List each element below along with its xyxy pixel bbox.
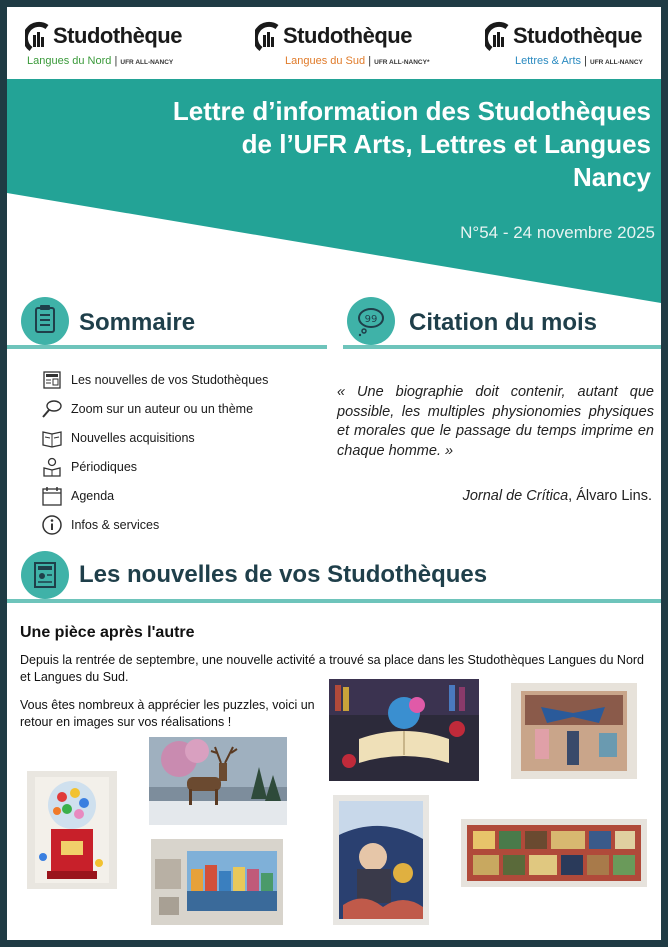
header-logos: Studothèque Langues du Nord | UFR ALL-NANCY Studothèque Langues du Sud | UFR ALL-NANCY* Studothèque Lettres & Arts | UFR ALL-NANCY: [27, 23, 643, 67]
reader-icon: [41, 456, 63, 478]
sommaire-item-agenda[interactable]: Agenda: [41, 485, 311, 514]
open-book-puzzle: [329, 679, 479, 781]
logo-subtitle: Lettres & Arts: [515, 55, 582, 67]
logo-subtitle: Langues du Sud: [285, 55, 366, 67]
sommaire-item-acquisitions[interactable]: Nouvelles acquisitions: [41, 427, 311, 456]
tailor-shop-puzzle: [511, 683, 637, 779]
citation-title: Citation du mois: [409, 309, 597, 336]
newsletter-page: [7, 7, 661, 940]
magnifier-icon: [41, 398, 63, 420]
sommaire-item-nouvelles[interactable]: Les nouvelles de vos Studothèques: [41, 369, 311, 398]
newspaper-icon: [41, 369, 63, 391]
framed-pictures-puzzle: [461, 819, 647, 887]
clipboard-icon: [21, 297, 69, 345]
newsletter-title: Lettre d’information des Studothèques de l’UFR Arts, Lettres et Langues Nancy: [172, 96, 651, 192]
fantasy-portrait-puzzle: [333, 795, 429, 925]
sommaire-item-infos[interactable]: Infos & services: [41, 514, 311, 543]
article-paragraph-1: Depuis la rentrée de septembre, une nouvelle activité a trouvé sa place dans les Studothèques Langues du Nord et Langues du Sud.: [20, 653, 645, 684]
logo-ufr: UFR ALL-NANCY: [120, 59, 174, 66]
sommaire-item-zoom[interactable]: Zoom sur un auteur ou un thème: [41, 398, 311, 427]
gumball-machine-puzzle: [27, 771, 117, 889]
article-title: Une pièce après l'autre: [20, 624, 195, 641]
news-rule: [7, 599, 661, 603]
article-paragraph-2: Vous êtes nombreux à apprécier les puzzles, voici un retour en images sur vos réalisations !: [20, 698, 315, 729]
sommaire-list: [41, 369, 311, 543]
news-icon: [21, 551, 69, 599]
sommaire-title: Sommaire: [79, 309, 196, 336]
studotheque-logo-icon: [255, 21, 281, 55]
issue-number: N°54 - 24 novembre 2025: [460, 223, 655, 242]
citation-rule: [343, 345, 661, 349]
speech-bubble-icon: [347, 297, 395, 345]
logo-subtitle: Langues du Nord: [27, 55, 112, 67]
calendar-icon: [41, 485, 63, 507]
svg-text:99: 99: [364, 314, 378, 325]
sommaire-item-periodiques[interactable]: Périodiques: [41, 456, 311, 485]
sommaire-rule: [7, 345, 327, 349]
studotheque-logo-icon: [25, 21, 51, 55]
harbour-town-puzzle: [151, 839, 283, 925]
deer-puzzle: [149, 737, 287, 825]
info-icon: [41, 514, 63, 536]
logo-ufr: UFR ALL-NANCY*: [374, 59, 430, 66]
citation-source: Jornal de Crítica, Álvaro Lins.: [462, 488, 652, 504]
citation-text: « Une biographie doit contenir, autant que possible, les multiples physionomies physiques et morales que le passage du temps imprime en chaque homme. »: [337, 384, 654, 459]
logo-ufr: UFR ALL-NANCY: [590, 59, 643, 66]
news-title: Les nouvelles de vos Studothèques: [79, 561, 488, 588]
open-book-icon: [41, 427, 63, 449]
studotheque-logo-icon: [485, 21, 511, 55]
